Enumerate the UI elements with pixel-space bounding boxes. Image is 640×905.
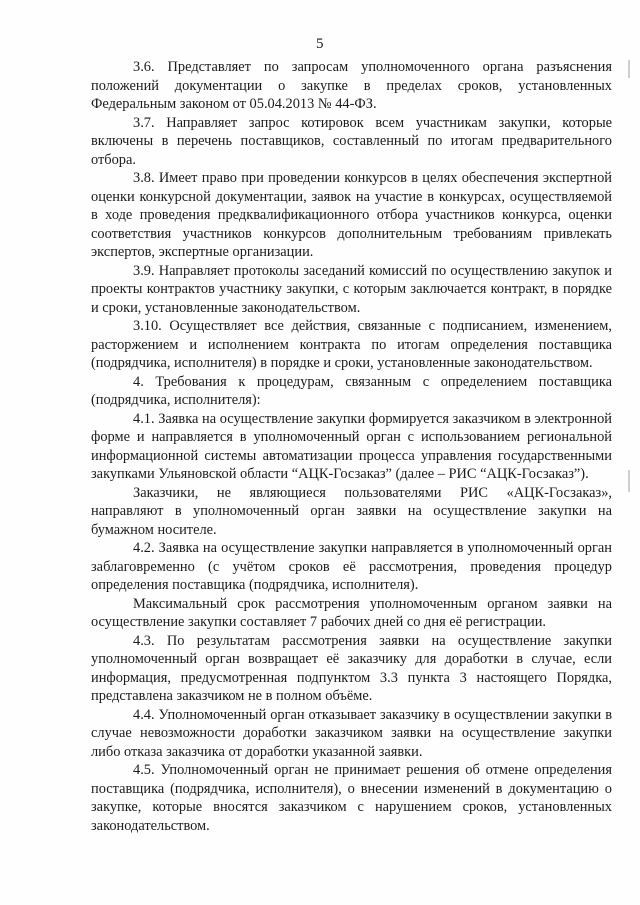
page-number: 5 [316, 36, 324, 52]
paragraph-4-2: 4.2. Заявка на осуществление закупки направляется в уполномоченный орган заблаговременно (с учётом сроков её рассмотрения, проведения процедур определения поставщика (подрядчика, исполнителя). [91, 540, 612, 593]
paragraph-4-2-term: Максимальный срок рассмотрения уполномоченным органом заявки на осуществление закупки составляет 7 рабочих дней со дня её регистрации. [91, 595, 612, 630]
scan-edge-mark [628, 470, 630, 492]
scan-edge-mark [628, 60, 630, 78]
paragraph-3-10: 3.10. Осуществляет все действия, связанные с подписанием, изменением, расторжением и исполнением контракта по итогам определения поставщика (подрядчика, исполнителя) в порядке и сроки, установленные законодательством. [91, 318, 612, 371]
paragraph-4-5: 4.5. Уполномоченный орган не принимает решения об отмене определения поставщика (подрядчика, исполнителя), о внесении изменений в документацию о закупке, которые вносятся заказчиком с нарушением сроков, установленных законодательством. [91, 762, 612, 834]
paragraph-4-3: 4.3. По результатам рассмотрения заявки на осуществление закупки уполномоченный орган возвращает её заказчику для доработки в случае, если информация, предусмотренная подпунктом 3.3 пункта 3 настоящего Порядка, представлена заказчиком не в полном объёме. [91, 632, 612, 704]
paragraph-3-6: 3.6. Представляет по запросам уполномоченного органа разъяснения положений документации о закупке в пределах сроков, установленных Федеральным законом от 05.04.2013 № 44-ФЗ. [91, 59, 612, 112]
paragraph-4-1-paper: Заказчики, не являющиеся пользователями РИС «АЦК-Госзаказ», направляют в уполномоченный орган заявки на осуществление закупки на бумажном носителе. [91, 484, 612, 538]
paragraph-4: 4. Требования к процедурам, связанным с определением поставщика (подрядчика, исполнителя): [91, 373, 612, 408]
paragraph-3-7: 3.7. Направляет запрос котировок всем участникам закупки, которые включены в перечень поставщиков, составленный по итогам предварительного отбора. [91, 114, 612, 168]
paragraph-4-4: 4.4. Уполномоченный орган отказывает заказчику в осуществлении закупки в случае невозможности доработки заказчиком заявки на осуществление закупки либо отказа заказчика от доработки указанной заявки. [91, 706, 612, 760]
paragraph-3-9: 3.9. Направляет протоколы заседаний комиссий по осуществлению закупок и проекты контрактов участнику закупки, с которым заключается контракт, в порядке и сроки, установленные законодательством. [91, 262, 612, 316]
document-body [91, 58, 612, 835]
paragraph-4-1: 4.1. Заявка на осуществление закупки формируется заказчиком в электронной форме и направляется в уполномоченный орган с использованием региональной информационной системы автоматизации процесса управления государственными закупками Ульяновской области “АЦК-Госзаказ” (далее – РИС “АЦК-Госзаказ”). [91, 410, 612, 482]
paragraph-3-8: 3.8. Имеет право при проведении конкурсов в целях обеспечения экспертной оценки конкурсной документации, заявок на участие в конкурсах, осуществляемой в ходе проведения предквалификационного отбора участников конкурса, оценки соответствия участников конкурсов дополнительным требованиям привлекать экспертов, экспертные организации. [91, 170, 612, 260]
